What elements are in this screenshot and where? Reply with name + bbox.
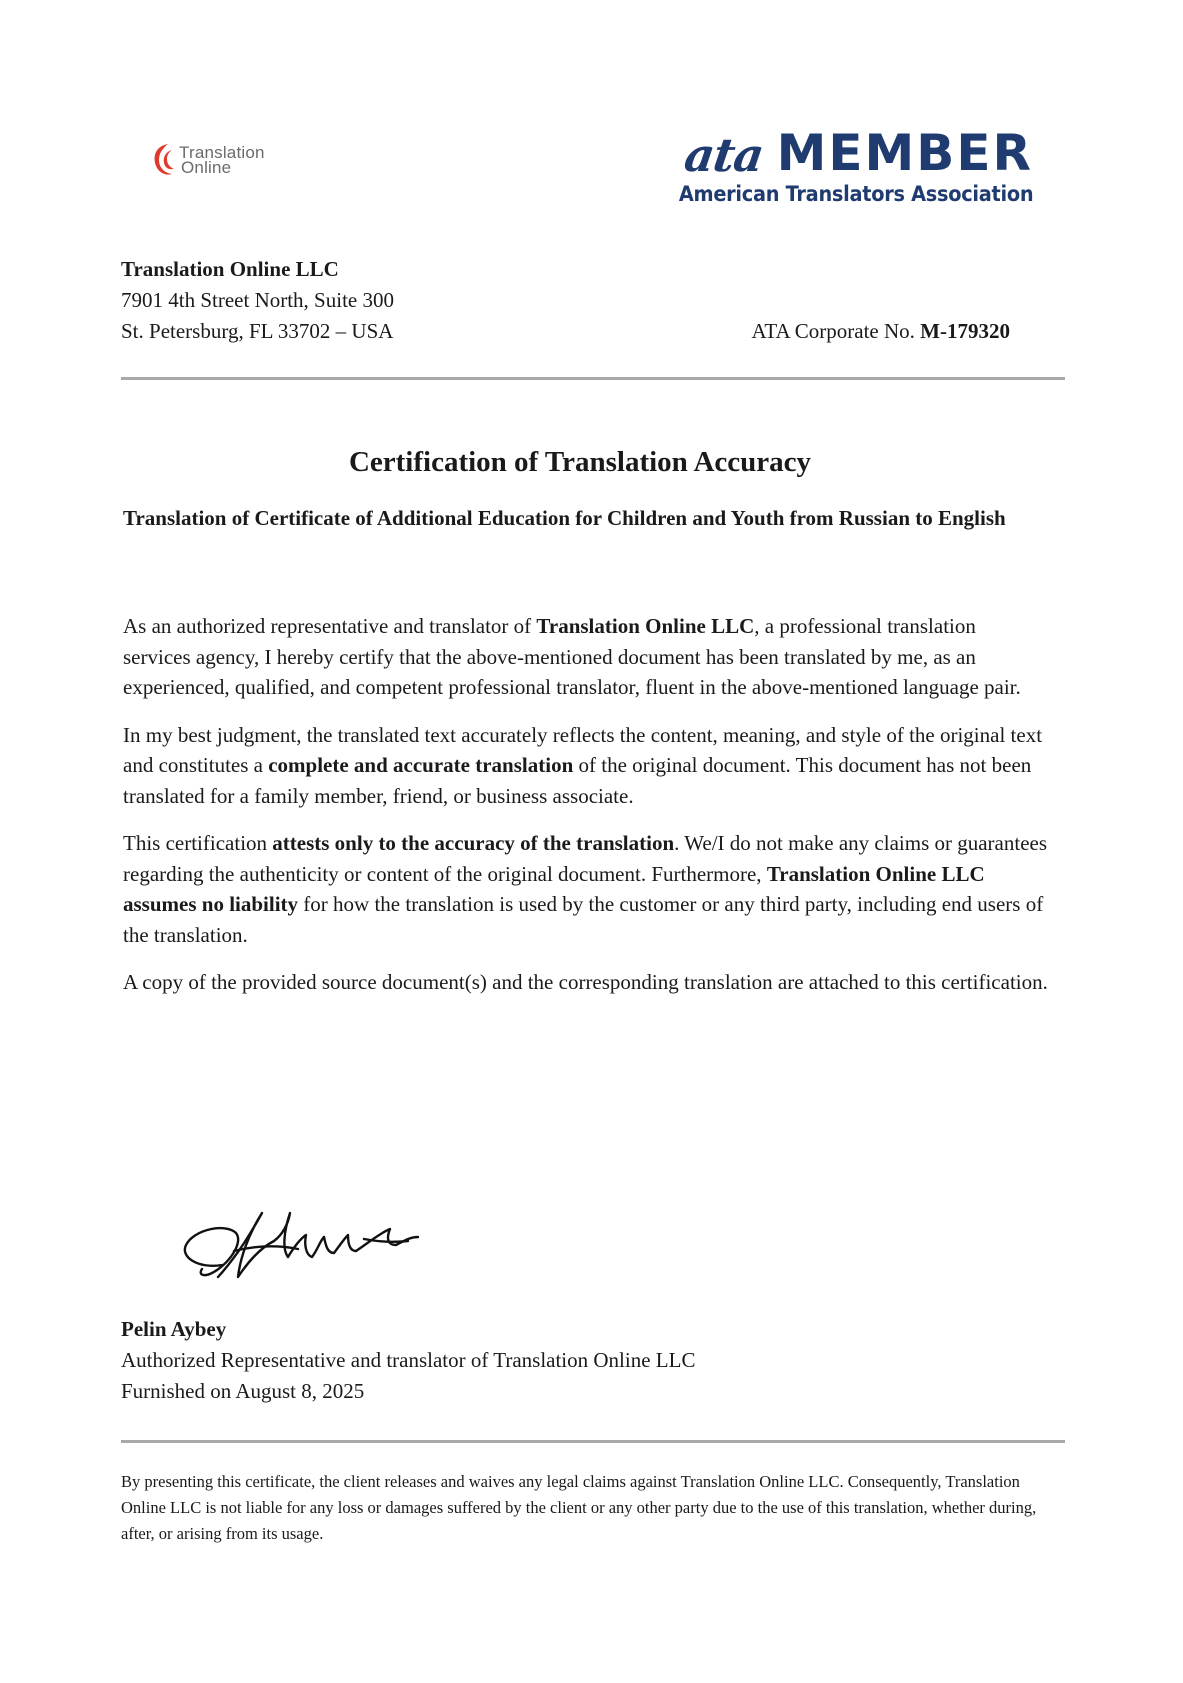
footer-divider [121,1440,1065,1443]
certification-body [123,611,1048,1015]
logo-line1: Translation [179,143,265,162]
signer-date: Furnished on August 8, 2025 [121,1379,365,1403]
header-divider [121,377,1065,380]
company-address-line2: St. Petersburg, FL 33702 – USA [121,319,394,343]
p1-text-c: , a professional translation services agency, I hereby certify that the above-mentioned document has been translated by me, as an experienced, qualified, and competent professional translator, fluent in the above-mentioned language pair. [123,614,1021,699]
p2-bold: complete and accurate translation [268,753,574,777]
signer-role: Authorized Representative and translator of Translation Online LLC [121,1348,696,1372]
p2-text-a: In my best judgment, the translated text accurately reflects the content, meaning, and style of the original text and constitutes a [123,722,1043,777]
signer-block [121,1314,695,1407]
company-address-line1: 7901 4th Street North, Suite 300 [121,288,394,312]
ata-script-text: ata [680,128,767,182]
paragraph-4: A copy of the provided source document(s) and the corresponding translation are attached to this certification. [123,970,1048,994]
corporate-number-label: ATA Corporate No. [751,319,915,343]
company-address-block [121,254,394,347]
p3-text-e: for how the translation is used by the customer or any third party, including end users of the translation. [123,892,1044,947]
p1-text-a: As an authorized representative and translator of [123,614,537,638]
member-text: MEMBER [776,124,1033,182]
logo-line2: Online [181,158,232,177]
document-subtitle: Translation of Certificate of Additional Education for Children and Youth from Russian to English [123,506,1006,530]
p2-text-c: of the original document. This document has not been translated for a family member, friend, or business associate. [123,753,1032,808]
ata-member-logo [648,124,1033,206]
association-name: American Translators Association [678,182,1033,206]
company-name: Translation Online LLC [121,257,339,281]
p3-bold-2: Translation Online LLC assumes no liability [123,861,985,916]
handwritten-signature [178,1195,428,1295]
translation-online-logo [150,140,265,180]
paragraph-1 [123,611,1048,703]
document-title: Certification of Translation Accuracy [348,446,812,478]
corporate-number-value: M-179320 [920,319,1010,343]
paragraph-2 [123,720,1048,812]
p3-bold-1: attests only to the accuracy of the translation [272,831,675,855]
legal-disclaimer: By presenting this certificate, the client releases and waives any legal claims against Translation Online LLC. Consequently, Translation Online LLC is not liable for any loss or damages suffered by the client or any other party due to the use of this translation, whether during, after, or arising from its usage. [121,1472,1037,1543]
translation-online-swirl-icon [150,140,178,180]
signer-name: Pelin Aybey [121,1317,227,1341]
p1-bold: Translation Online LLC [536,614,755,638]
ata-corporate-number [752,316,1010,347]
paragraph-3 [123,828,1048,950]
p3-text-c: . We/I do not make any claims or guarantees regarding the authenticity or content of the original document. Furthermore, [123,831,1048,886]
p3-text-a: This certification [123,831,273,855]
